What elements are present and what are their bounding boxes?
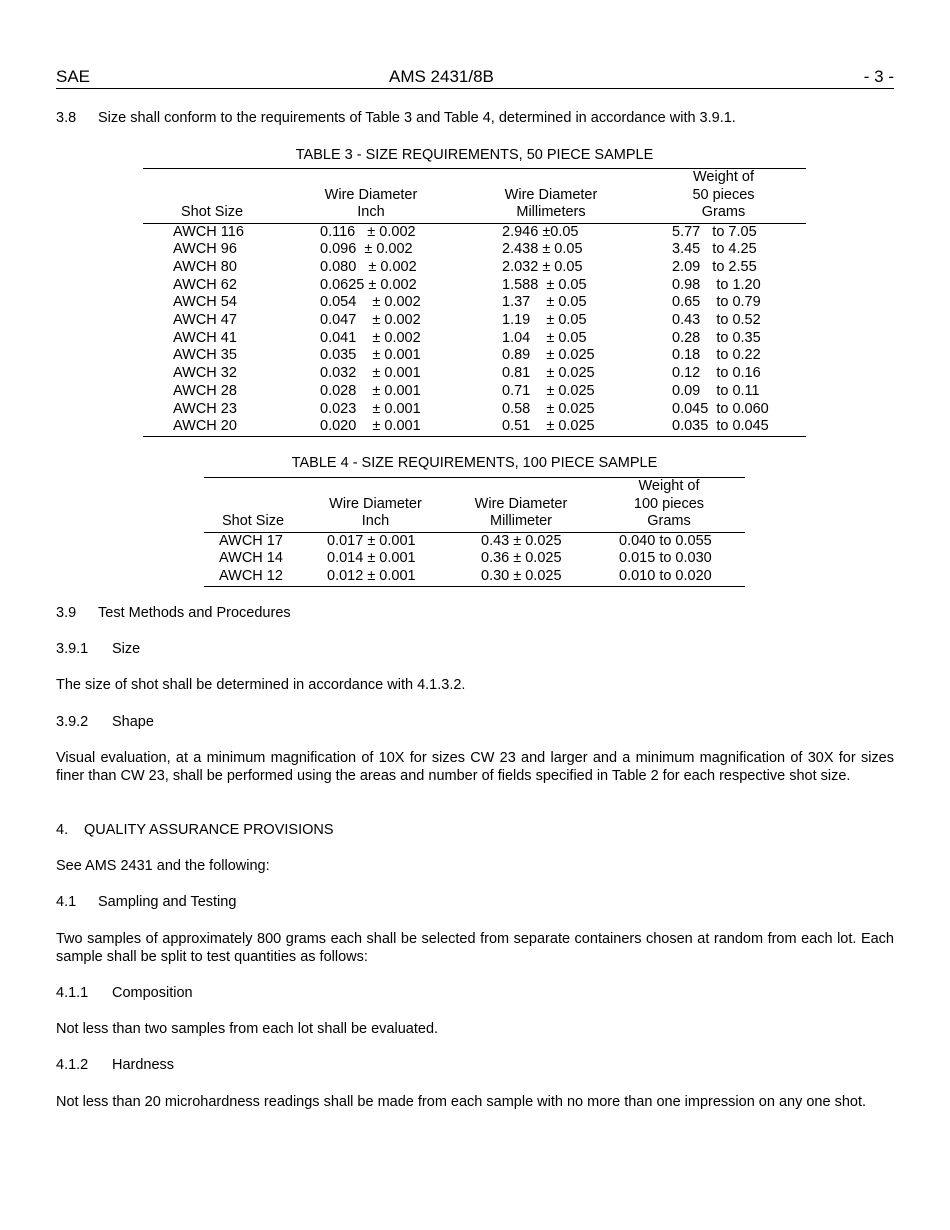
table-cell: AWCH 62 — [173, 276, 237, 293]
table-cell: 0.028 ± 0.001 — [320, 382, 421, 399]
table-cell: 0.98 to 1.20 — [672, 276, 761, 293]
table-cell: 2.438 ± 0.05 — [502, 241, 583, 258]
table-header-cell: 100 pieces — [633, 495, 705, 512]
table-row — [143, 277, 806, 295]
section-title: QUALITY ASSURANCE PROVISIONS — [84, 822, 334, 838]
table-cell: AWCH 17 — [219, 532, 283, 549]
table-cell: 5.77 to 7.05 — [672, 223, 757, 240]
section-title: Hardness — [112, 1057, 175, 1073]
table-header-cell: Millimeter — [449, 513, 593, 532]
table-row — [143, 383, 806, 401]
section-number: 4.1 — [56, 894, 77, 910]
section-number: 3.8 — [56, 110, 77, 126]
table-cell: 1.37 ± 0.05 — [502, 294, 587, 311]
section-title: Sampling and Testing — [98, 894, 237, 910]
table-row — [204, 532, 745, 550]
section-4-1-2-body: Not less than 20 microhardness readings shall be made from each sample with no more than one impression on any one shot. — [56, 1094, 867, 1110]
table-3 — [143, 169, 806, 437]
table-header-cell: Wire Diameter — [329, 495, 422, 512]
section-number: 4. — [56, 822, 69, 838]
table-cell: AWCH 47 — [173, 312, 237, 329]
table-header-cell — [281, 169, 461, 187]
table-cell: AWCH 116 — [173, 223, 244, 240]
table-cell: 0.18 to 0.22 — [672, 347, 761, 364]
table-4-caption: TABLE 4 - SIZE REQUIREMENTS, 100 PIECE SAMPLE — [291, 455, 658, 471]
table-cell: AWCH 23 — [173, 400, 237, 417]
section-3-9-1-body: The size of shot shall be determined in accordance with 4.1.3.2. — [56, 677, 466, 693]
section-3-9-2-heading — [56, 714, 894, 732]
table-header-cell — [449, 478, 593, 496]
table-cell: 0.020 ± 0.001 — [281, 418, 461, 436]
table-cell: 2.946 ±0.05 — [502, 223, 579, 240]
section-4-heading — [56, 822, 894, 840]
table-cell: 1.588 ± 0.05 — [502, 276, 587, 293]
table-cell: AWCH 12 — [204, 568, 302, 586]
table-header-cell: Grams — [641, 204, 806, 223]
section-4-1-1-body: Not less than two samples from each lot shall be evaluated. — [56, 1021, 439, 1037]
table-header-cell: Weight of — [693, 169, 754, 185]
table-cell: 0.014 ± 0.001 — [327, 550, 416, 567]
table-cell: 0.010 to 0.020 — [593, 568, 745, 586]
table-cell: 0.65 to 0.79 — [672, 294, 761, 311]
table-row — [143, 241, 806, 259]
table-cell: 0.035 ± 0.001 — [320, 347, 421, 364]
section-text: Size shall conform to the requirements of Table 3 and Table 4, determined in accordance with 3.9.1. — [98, 110, 736, 126]
table-header-cell — [204, 496, 302, 514]
table-cell: 0.040 to 0.055 — [619, 532, 712, 549]
table-header-cell: Millimeters — [461, 204, 641, 223]
table-header-cell — [143, 169, 281, 187]
table-cell: 0.032 ± 0.001 — [320, 365, 421, 382]
section-title: Size — [112, 641, 141, 657]
section-number: 3.9 — [56, 605, 77, 621]
table-header-cell — [143, 187, 281, 205]
table-cell: AWCH 80 — [173, 258, 237, 275]
section-3-9-2-body: Visual evaluation, at a minimum magnification of 10X for sizes CW 23 and larger and a minimum magnification of 30X for sizes finer than CW 23, shall be performed using the areas and number of fields specified in Table 2 for each respective shot size. — [56, 750, 894, 784]
table-cell: 0.035 to 0.045 — [641, 418, 806, 436]
table-header-cell: Wire Diameter — [324, 186, 418, 203]
table-cell: 0.023 ± 0.001 — [320, 400, 421, 417]
table-header-cell — [302, 478, 449, 496]
section-title: Test Methods and Procedures — [98, 605, 291, 621]
table-3-caption: TABLE 3 - SIZE REQUIREMENTS, 50 PIECE SAMPLE — [295, 147, 654, 163]
table-cell: AWCH 32 — [173, 365, 237, 382]
table-3-body — [143, 223, 806, 436]
table-cell: 3.45 to 4.25 — [672, 241, 757, 258]
table-header-cell — [461, 169, 641, 187]
table-cell: 0.012 ± 0.001 — [302, 568, 449, 586]
table-cell: 0.43 to 0.52 — [672, 312, 761, 329]
section-4-body: See AMS 2431 and the following: — [56, 858, 270, 874]
table-cell: 0.89 ± 0.025 — [502, 347, 595, 364]
table-cell: AWCH 54 — [173, 294, 237, 311]
table-row — [143, 365, 806, 383]
table-row — [143, 401, 806, 419]
table-cell: 0.28 to 0.35 — [672, 329, 761, 346]
table-row — [204, 568, 745, 586]
section-3-8 — [56, 110, 894, 128]
section-title: Composition — [112, 985, 193, 1001]
table-cell: 0.51 ± 0.025 — [461, 418, 641, 436]
table-cell: 2.09 to 2.55 — [672, 258, 757, 275]
table-header-cell: Wire Diameter — [474, 495, 568, 512]
table-row — [143, 294, 806, 312]
table-4-body — [204, 532, 745, 586]
table-cell: 0.30 ± 0.025 — [449, 568, 593, 586]
section-4-1-heading — [56, 894, 894, 912]
table-header-cell: Shot Size — [204, 513, 302, 532]
table-row — [143, 347, 806, 365]
section-number: 3.9.2 — [56, 714, 89, 730]
table-4 — [204, 478, 745, 587]
table-header-cell: 50 pieces — [692, 186, 755, 203]
table-cell: 0.096 ± 0.002 — [320, 241, 413, 258]
section-3-9-1-heading — [56, 641, 894, 659]
section-4-1-2-heading — [56, 1057, 894, 1075]
table-cell: AWCH 96 — [173, 241, 237, 258]
header-document-number: AMS 2431/8B — [389, 67, 494, 86]
table-cell: 0.054 ± 0.002 — [320, 294, 421, 311]
table-cell: 0.12 to 0.16 — [672, 365, 761, 382]
table-cell: 0.36 ± 0.025 — [481, 550, 562, 567]
table-header-cell: Grams — [593, 513, 745, 532]
table-cell: 0.58 ± 0.025 — [502, 400, 595, 417]
section-3-9-heading — [56, 605, 894, 623]
table-cell: 0.09 to 0.11 — [672, 382, 760, 399]
table-cell: 0.43 ± 0.025 — [481, 532, 562, 549]
table-row — [143, 312, 806, 330]
table-cell: 0.71 ± 0.025 — [502, 382, 595, 399]
table-row — [143, 330, 806, 348]
section-4-1-body: Two samples of approximately 800 grams each shall be selected from separate containers chosen at random from each lot. Each sample shall be split to test quantities as follows: — [56, 931, 894, 965]
table-cell: 0.015 to 0.030 — [619, 550, 712, 567]
table-cell: 0.81 ± 0.025 — [502, 365, 595, 382]
table-cell: AWCH 20 — [143, 418, 281, 436]
table-row — [204, 550, 745, 568]
section-title: Shape — [112, 714, 154, 730]
header-page-number: - 3 - — [863, 67, 894, 86]
table-header-cell — [204, 478, 302, 496]
section-4-1-1-heading — [56, 985, 894, 1003]
table-cell: 0.041 ± 0.002 — [320, 329, 421, 346]
table-header-cell: Shot Size — [143, 204, 281, 223]
table-cell: 1.04 ± 0.05 — [502, 329, 587, 346]
table-header-cell: Weight of — [638, 478, 700, 494]
table-row — [143, 418, 806, 436]
table-cell: 0.017 ± 0.001 — [327, 532, 416, 549]
table-row — [143, 259, 806, 277]
table-cell: AWCH 28 — [173, 382, 237, 399]
header-rule — [56, 88, 894, 89]
table-cell: 0.116 ± 0.002 — [320, 223, 416, 240]
section-number: 4.1.1 — [56, 985, 89, 1001]
table-cell: AWCH 35 — [173, 347, 237, 364]
table-cell: 2.032 ± 0.05 — [502, 258, 583, 275]
table-header-cell: Inch — [302, 513, 449, 532]
table-cell: 0.047 ± 0.002 — [320, 312, 421, 329]
table-cell: 0.080 ± 0.002 — [320, 258, 417, 275]
table-cell: AWCH 14 — [219, 550, 283, 567]
section-number: 4.1.2 — [56, 1057, 89, 1073]
table-header-cell: Inch — [281, 204, 461, 223]
table-cell: 0.0625 ± 0.002 — [320, 276, 417, 293]
table-cell: 1.19 ± 0.05 — [502, 312, 587, 329]
table-cell: 0.045 to 0.060 — [672, 400, 769, 417]
header-left: SAE — [56, 67, 91, 86]
table-row — [143, 223, 806, 241]
table-header-cell: Wire Diameter — [504, 186, 598, 203]
section-number: 3.9.1 — [56, 641, 89, 657]
table-cell: AWCH 41 — [173, 329, 237, 346]
